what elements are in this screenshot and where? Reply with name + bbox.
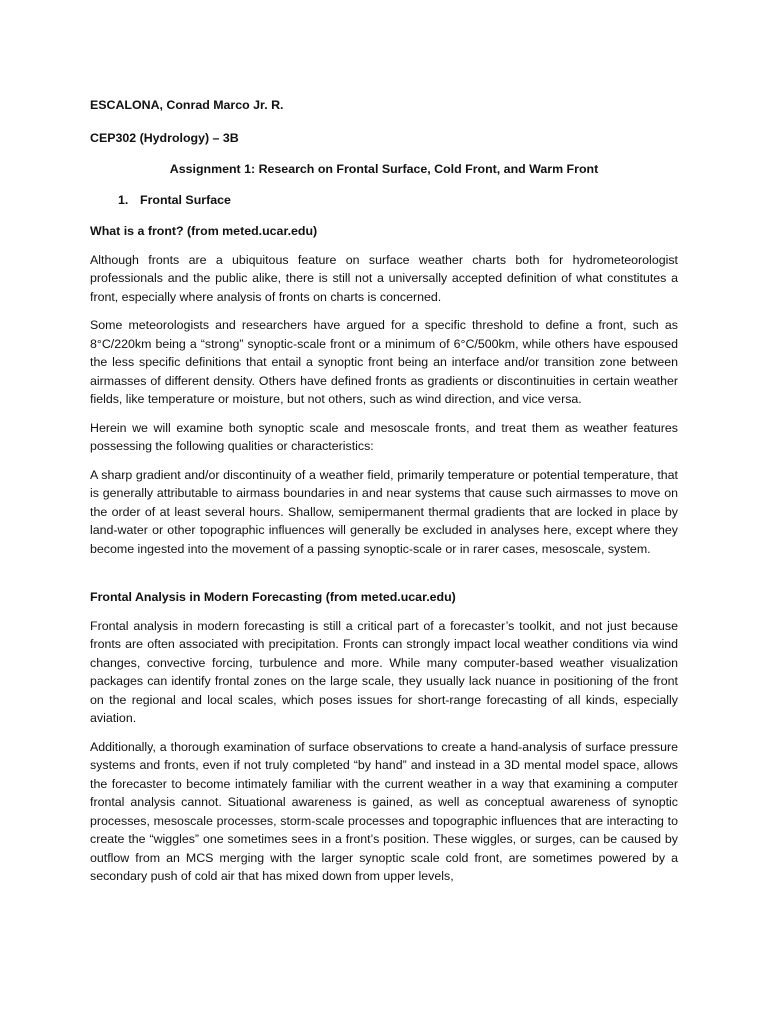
section-title: Frontal Surface: [140, 192, 231, 207]
section-heading-frontal-surface: [118, 191, 678, 210]
spacer: [90, 568, 678, 588]
course-label: CEP302 (Hydrology) – 3B: [90, 130, 239, 145]
section-number: 1.: [118, 192, 129, 207]
paragraph: Some meteorologists and researchers have argued for a specific threshold to define a front, such as 8°C/220km being a “strong” synoptic-scale front or a minimum of 6°C/500km, while others have espoused the less specific definitions that entail a synoptic front being an interface and/or transition zone between airmasses of different density. Others have defined fronts as gradients or discontinuities in certain weather fields, like temperature or moisture, but not others, such as wind direction, and vice versa.: [90, 318, 678, 406]
author-name: ESCALONA, Conrad Marco Jr. R.: [90, 98, 284, 112]
document-body: [90, 96, 678, 896]
assignment-title: Assignment 1: Research on Frontal Surface, Cold Front, and Warm Front: [169, 162, 599, 176]
subheading-what-is-a-front: What is a front? (from meted.ucar.edu): [90, 224, 318, 238]
paragraph: Additionally, a thorough examination of surface observations to create a hand-analysis of surface pressure systems and fronts, even if not truly completed “by hand” and instead in a 3D mental model space, allows the forecaster to become intimately familiar with the current weather in a way that examining a computer frontal analysis cannot. Situational awareness is gained, as well as conceptual awareness of synoptic processes, mesoscale processes, storm-scale processes and topographic influences that are interacting to create the “wiggles” one sometimes sees in a front’s position. These wiggles, or surges, can be caused by outflow from an MCS merging with the larger synoptic scale cold front, are sometimes powered by a secondary push of cold air that has mixed down from upper levels,: [90, 739, 678, 883]
paragraph: Herein we will examine both synoptic scale and mesoscale fronts, and treat them as weather features possessing the following qualities or characteristics:: [90, 420, 678, 453]
paragraph: A sharp gradient and/or discontinuity of a weather field, primarily temperature or potential temperature, that is generally attributable to airmass boundaries in and near systems that cause such airmasses to move on the order of at least several hours. Shallow, semipermanent thermal gradients that are locked in place by land-water or other topographic influences will generally be excluded in analyses here, except where they become ingested into the movement of a passing synoptic-scale or in rarer cases, mesoscale, system.: [90, 467, 678, 556]
subheading-frontal-analysis: Frontal Analysis in Modern Forecasting (from meted.ucar.edu): [90, 590, 456, 604]
paragraph: Frontal analysis in modern forecasting is still a critical part of a forecaster’s toolkit, and not just because fronts are often associated with precipitation. Fronts can strongly impact local weather conditions via wind changes, convective forcing, turbulence and more. While many computer-based weather visualization packages can identify frontal zones on the large scale, they usually lack nuance in positioning of the front on the regional and local scales, which poses issues for short-range forecasting of all kinds, especially aviation.: [90, 618, 678, 725]
paragraph: Although fronts are a ubiquitous feature on surface weather charts both for hydrometeorologist professionals and the public alike, there is still not a universally accepted definition of what constitutes a front, especially where analysis of fronts on charts is concerned.: [90, 252, 678, 304]
